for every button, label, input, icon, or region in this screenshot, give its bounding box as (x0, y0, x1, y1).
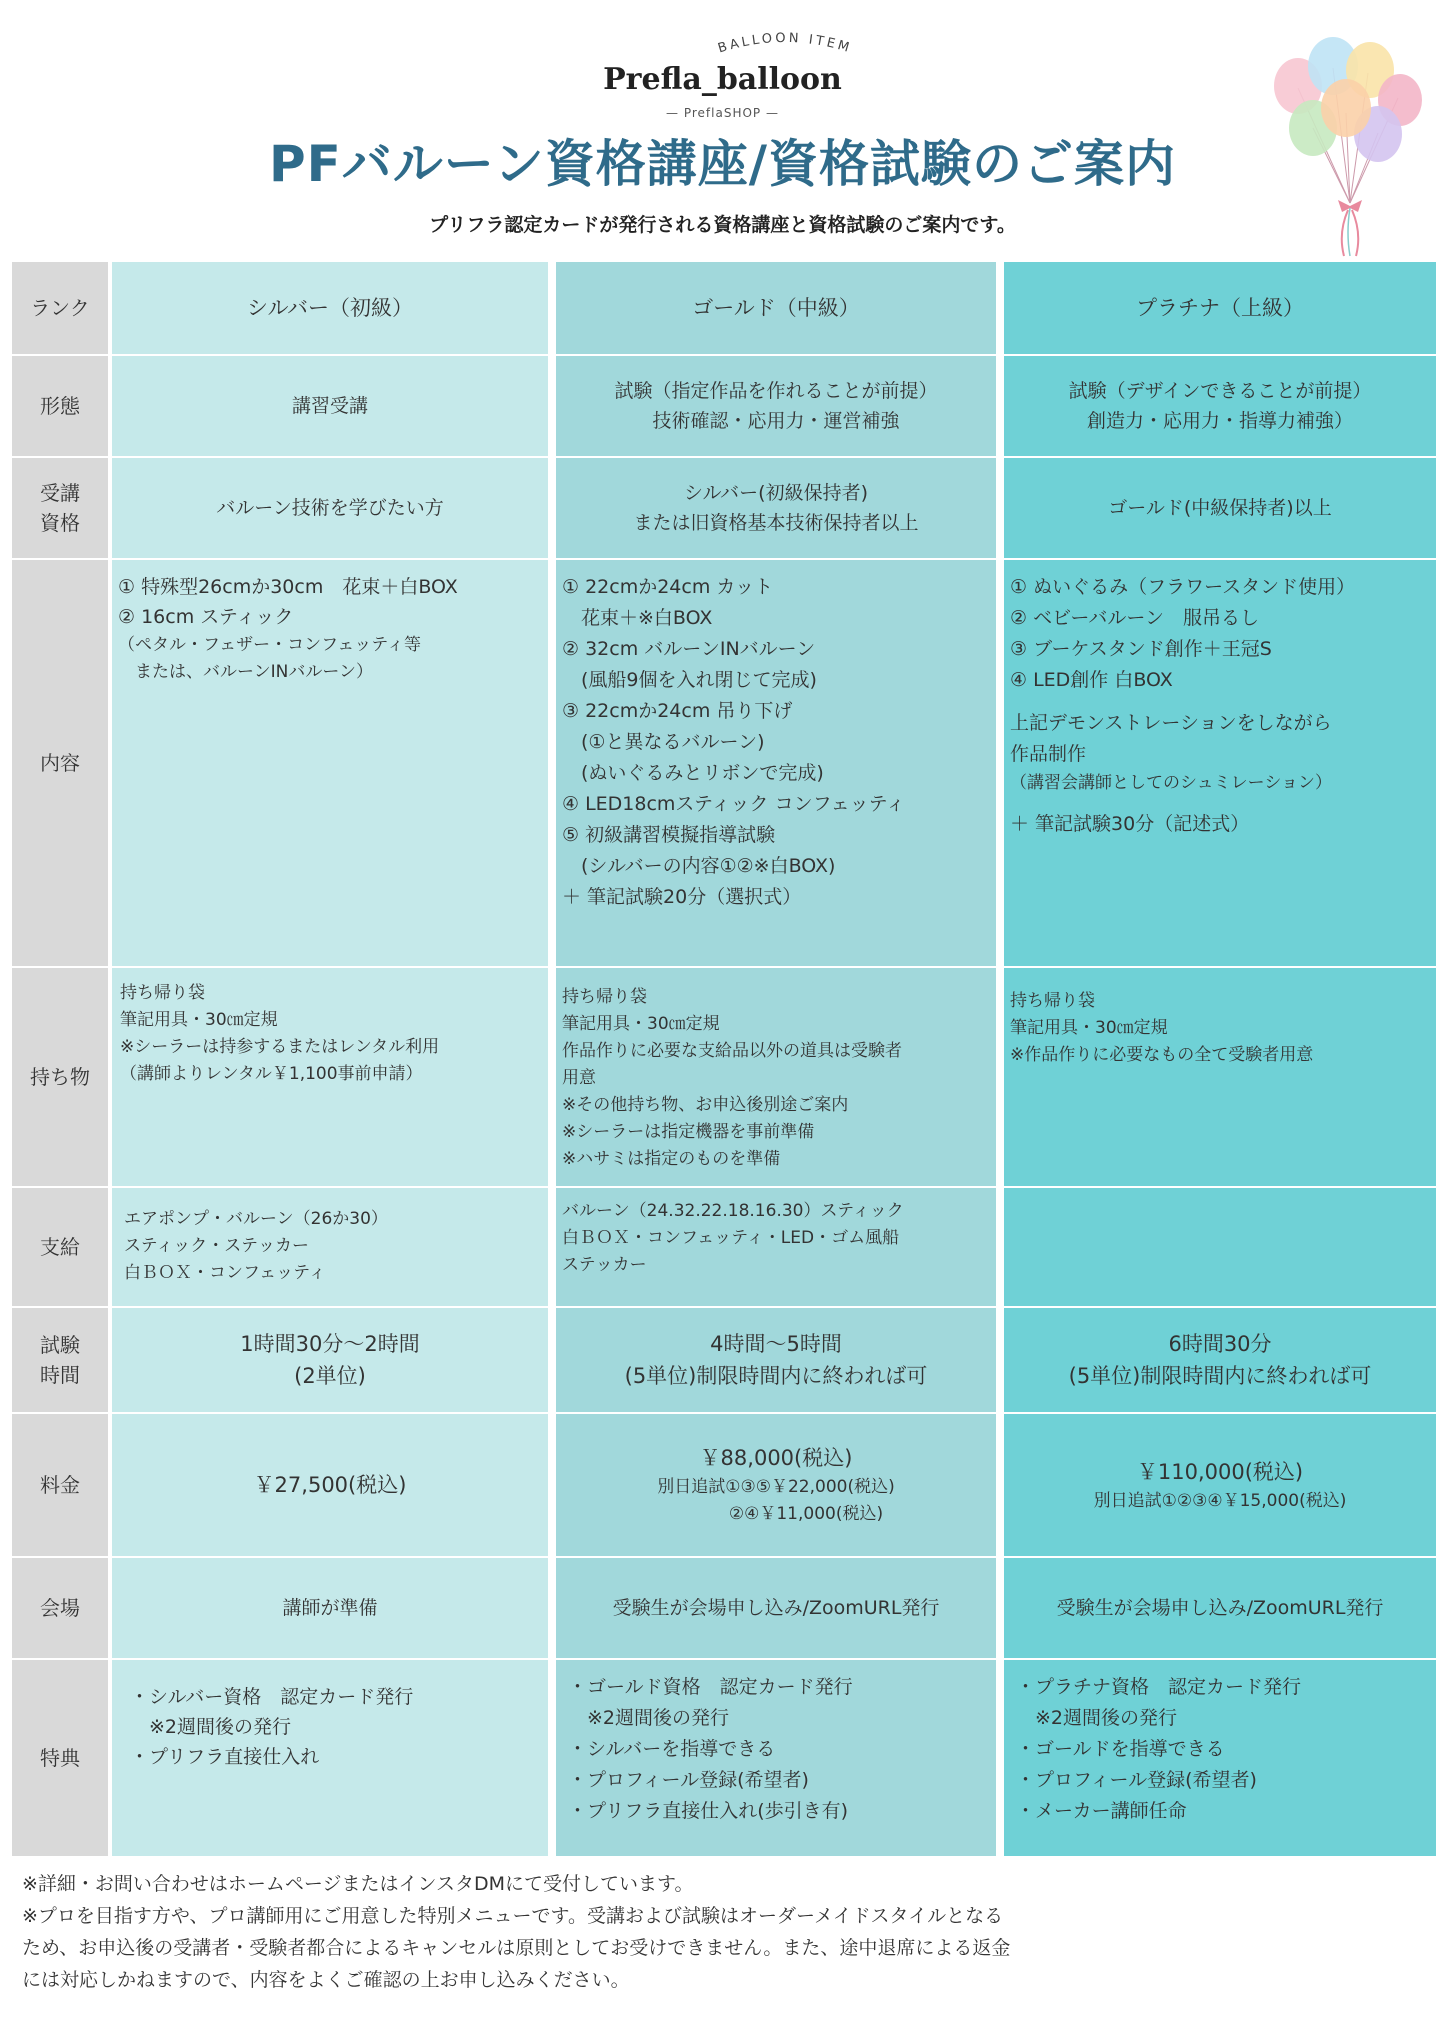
qualification-table (12, 262, 1436, 1856)
footer-notes (22, 1868, 1422, 1996)
platinum-items: 持ち帰り袋 筆記用具・30㎝定規 ※作品作りに必要なもの全て受験者用意 (1010, 991, 1314, 1065)
svg-text:BALLOON ITEM: BALLOON ITEM (716, 30, 854, 57)
row-divider (12, 558, 1436, 560)
platinum-exam-time: 6時間30分 (5単位)制限時間内に終われば可 (1068, 1332, 1372, 1388)
silver-qualification: バルーン技術を学びたい方 (216, 497, 444, 519)
silver-venue: 講師が準備 (282, 1597, 378, 1619)
gold-venue: 受験生が会場申し込み/ZoomURL発行 (612, 1597, 940, 1619)
gold-content: ① 22cmか24cm カット 花束＋※白BOX ② 32cm バルーンINバルーン (風船9個を入れ閉じて完成) ③ 22cmか24cm 吊り下げ (①と異なるバルーン) (ぬいぐるみとリボンで完成) ④ LED18cmスティック コンフェッティ ⑤ 初級講習模擬指導試験 (シルバーの内容①②※白BOX) ＋ 筆記試験20分（選択式） (562, 576, 906, 908)
platinum-qualification: ゴールド(中級保持者)以上 (1108, 497, 1332, 519)
gold-benefit: ・ゴールド資格 認定カード発行 ※2週間後の発行 ・シルバーを指導できる ・プロフィール登録(希望者) ・プリフラ直接仕入れ(歩引き有) (568, 1676, 853, 1822)
page-title: PFバルーン資格講座/資格試験のご案内 (268, 135, 1177, 193)
label-qualification: 受講 資格 (40, 481, 80, 535)
balloon-bouquet-icon (1258, 28, 1428, 260)
label-rank: ランク (30, 296, 90, 320)
label-form: 形態 (40, 394, 80, 418)
gold-exam-time: 4時間～5時間 (5単位)制限時間内に終われば可 (624, 1332, 928, 1388)
platinum-fee: ￥110,000(税込) 別日追試①②③④￥15,000(税込) (1093, 1459, 1347, 1511)
label-content: 内容 (40, 751, 80, 775)
footer-note: には対応しかねますので、内容をよくご確認の上お申し込みください。 (22, 1969, 630, 1991)
row-divider (12, 1186, 1436, 1188)
label-exam-time: 試験 時間 (40, 1333, 80, 1387)
silver-items: 持ち帰り袋 筆記用具・30㎝定規 ※シーラーは持参するまたはレンタル利用 （講師よりレンタル￥1,100事前申請） (120, 983, 440, 1084)
platinum-content: ① ぬいぐるみ（フラワースタンド使用） ② ベビーバルーン 服吊るし ③ ブーケスタンド創作＋王冠S ④ LED創作 白BOX 上記デモンストレーションをしながら 作品制作 （講習会講師としてのシュミレーション） ＋ 筆記試験30分（記述式） (1010, 576, 1356, 835)
platinum-benefit: ・プラチナ資格 認定カード発行 ※2週間後の発行 ・ゴールドを指導できる ・プロフィール登録(希望者) ・メーカー講師任命 (1016, 1676, 1302, 1822)
platinum-form: 試験（デザインできることが前提） 創造力・応用力・指導力補強） (1068, 380, 1372, 432)
row-divider (12, 1658, 1436, 1660)
gold-fee: ￥88,000(税込) 別日追試①③⑤￥22,000(税込) ②④￥11,000(税込) (657, 1446, 895, 1524)
gold-form: 試験（指定作品を作れることが前提） 技術確認・応用力・運営補強 (614, 380, 938, 432)
label-benefit: 特典 (40, 1746, 80, 1770)
gold-supply: バルーン（24.32.22.18.16.30）スティック 白ＢＯＸ・コンフェッティ・LED・ゴム風船 ステッカー (562, 1201, 904, 1275)
silver-content: ① 特殊型26cmか30cm 花束＋白BOX ② 16cm スティック （ペタル・フェザー・コンフェッティ等 または、バルーンINバルーン） (118, 576, 458, 682)
label-fee: 料金 (40, 1473, 80, 1497)
platinum-rank: プラチナ（上級） (1136, 296, 1304, 320)
row-divider (12, 966, 1436, 968)
footer-note: ※詳細・お問い合わせはホームページまたはインスタDMにて受付しています。 (22, 1873, 694, 1895)
silver-supply: エアポンプ・バルーン（26か30） スティック・ステッカー 白ＢＯＸ・コンフェッティ (124, 1209, 388, 1283)
shop-name: — PreflaSHOP — (666, 106, 779, 120)
gold-items: 持ち帰り袋 筆記用具・30㎝定規 作品作りに必要な支給品以外の道具は受験者 用意 ※その他持ち物、お申込後別途ご案内 ※シーラーは指定機器を事前準備 ※ハサミは指定のものを準備 (562, 987, 902, 1169)
label-venue: 会場 (40, 1596, 80, 1620)
silver-rank: シルバー（初級） (246, 296, 413, 320)
silver-benefit: ・シルバー資格 認定カード発行 ※2週間後の発行 ・プリフラ直接仕入れ (130, 1686, 414, 1768)
silver-form: 講習受講 (291, 395, 368, 417)
platinum-venue: 受験生が会場申し込み/ZoomURL発行 (1056, 1597, 1384, 1619)
label-supply: 支給 (40, 1235, 80, 1259)
footer-note: ※プロを目指す方や、プロ講師用にご用意した特別メニューです。受講および試験はオーダーメイドスタイルとなる (22, 1905, 1004, 1927)
page-subtitle: プリフラ認定カードが発行される資格講座と資格試験のご案内です。 (429, 214, 1016, 236)
silver-fee: ￥27,500(税込) (253, 1473, 407, 1497)
gold-qualification: シルバー(初級保持者) または旧資格基本技術保持者以上 (633, 482, 919, 534)
gold-rank: ゴールド（中級） (692, 296, 860, 320)
label-items: 持ち物 (30, 1065, 90, 1089)
page-header (0, 0, 1445, 250)
silver-exam-time: 1時間30分～2時間 (2単位) (240, 1332, 420, 1388)
balloon-item-arc-text (690, 22, 880, 62)
brand-name: Prefla_balloon (603, 62, 842, 97)
footer-note: ため、お申込後の受講者・受験者都合によるキャンセルは原則としてお受けできません。また、途中退席による返金 (22, 1937, 1011, 1959)
